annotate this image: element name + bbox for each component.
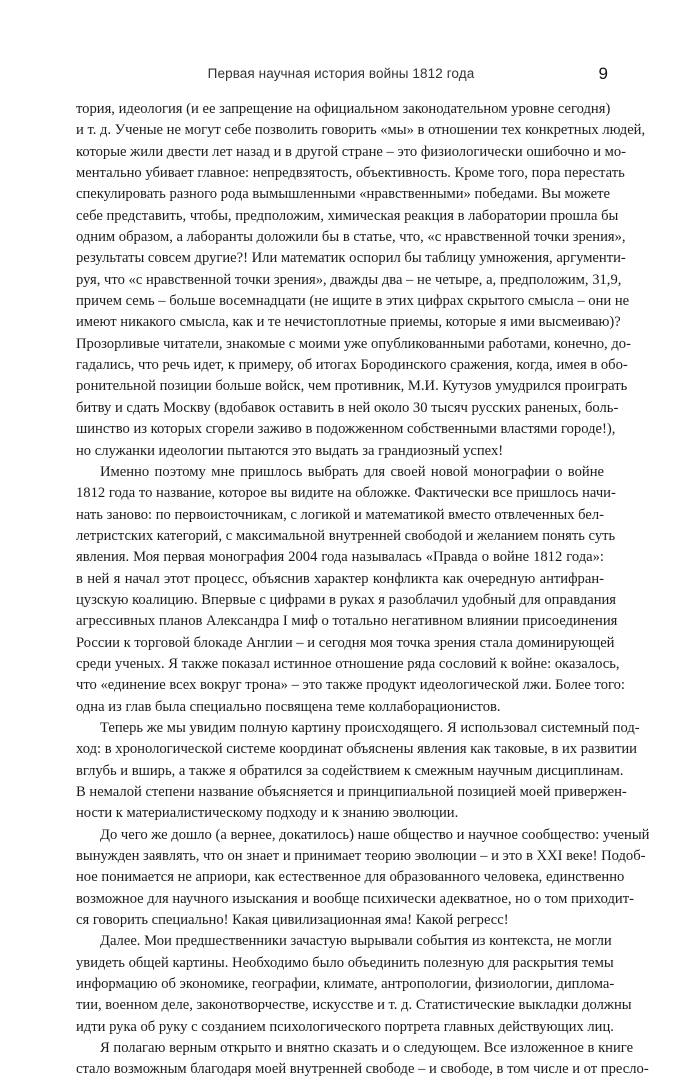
- text-line: спекулировать разного рода вымышленными «нравственными» победами. Вы можете: [76, 186, 610, 203]
- text-line: вынужден заявлять, что он знает и принимает теорию эволюции – и это в XXI веке! Подоб-: [76, 848, 646, 865]
- text-line: ментально убивает главное: непредвзятость, объективность. Кроме того, пора перестать: [76, 165, 625, 182]
- text-line: увидеть общей картины. Необходимо было объединить полезную для раскрытия темы: [76, 954, 614, 971]
- text-line: которые жили двести лет назад и в другой стране – это физиологически ошибочно и мо-: [76, 143, 627, 160]
- page-number: 9: [598, 64, 608, 83]
- text-line: тория, идеология (и ее запрещение на официальном законодательном уровне сегодня): [76, 101, 611, 117]
- text-line: битву и сдать Москву (вдобавок оставить в ней около 30 тысяч русских раненых, боль-: [76, 399, 619, 416]
- text-line: Далее. Мои предшественники зачастую вырывали события из контекста, не могли: [100, 933, 612, 950]
- text-line: явления. Моя первая монография 2004 года называлась «Правда о войне 1812 года»:: [76, 549, 604, 566]
- text-line: причем семь – больше восемнадцати (не ищите в этих цифрах скрытого смысла – они не: [76, 293, 630, 310]
- paragraph: [76, 825, 650, 932]
- text-line: Я полагаю верным открыто и внятно сказать и о следующем. Все изложенное в книге: [100, 1040, 634, 1057]
- text-line: ное понимается не априори, как естественное для образованного человека, единственно: [76, 869, 625, 886]
- text-line: гадались, что речь идет, к примеру, об итогах Бородинского сражения, когда, имея в обо-: [76, 357, 628, 374]
- text-line: ронительной позиции больше войск, чем противник, М.И. Кутузов умудрился проиграть: [76, 378, 628, 395]
- paragraph: [76, 718, 640, 825]
- text-line: России к торговой блокаде Англии – и сегодня моя точка зрения стала доминирующей: [76, 634, 615, 651]
- text-line: вглубь и вширь, а также я обратился за содействием к смежным научным дисциплинам.: [76, 762, 624, 779]
- text-line: ности к материалистическому подходу и к знанию эволюции.: [76, 805, 459, 822]
- text-line: что «единение всех вокруг трона» – это также продукт идеологической лжи. Более того:: [76, 677, 625, 694]
- paragraph: [76, 931, 632, 1038]
- text-line: в ней я начал этот процесс, объяснив характер конфликта как очередную антифран-: [76, 570, 604, 587]
- text-line: До чего же дошло (а вернее, докатилось) наше общество и научное сообщество: ученый: [100, 826, 650, 843]
- text-line: одним образом, а лаборанты доложили бы в статье, что, «с нравственной точки зрения»,: [76, 229, 626, 246]
- text-line: нать заново: по первоисточникам, с логикой и математикой вместо отвлеченных бел-: [76, 506, 605, 523]
- text-line: Теперь же мы увидим полную картину происходящего. Я использовал системный под-: [100, 719, 640, 736]
- text-line: агрессивных планов Александра I миф о тотально негативном влиянии присоединения: [76, 613, 618, 630]
- running-title: Первая научная история войны 1812 года: [207, 66, 475, 81]
- text-line: летристских категорий, с максимальной внутренней свободой и желанием понять суть: [76, 527, 616, 544]
- text-line: имеют никакого смысла, как и те нечистоплотные приемы, которые я ими высмеиваю)?: [76, 314, 621, 331]
- text-line: цузскую коалицию. Впервые с цифрами в руках я разоблачил удобный для оправдания: [76, 591, 617, 608]
- text-line: информацию об экономике, географии, климате, антропологии, физиологии, диплома-: [76, 976, 615, 993]
- page-header: [0, 66, 682, 86]
- text-line: стало возможным благодаря моей внутренней свободе – и свободе, в том числе и от пресло-: [76, 1061, 649, 1078]
- text-line: и т. д. Ученые не могут себе позволить говорить «мы» в отношении тех конкретных людей,: [76, 122, 646, 139]
- text-line: одна из глав была специально посвящена теме коллаборационистов.: [76, 698, 501, 715]
- text-line: но служанки идеологии пытаются это выдать за грандиозный успех!: [76, 442, 504, 459]
- body-text: [76, 99, 650, 1081]
- text-line: шинство из которых сгорели заживо в подожженном собственными властями городе!),: [76, 421, 616, 438]
- text-line: В немалой степени название объясняется и принципиальной позицией моей привержен-: [76, 784, 627, 800]
- text-line: Именно поэтому мне пришлось выбрать для своей новой монографии о войне: [100, 463, 604, 480]
- text-line: тии, военном деле, законотворчестве, искусстве и т. д. Статистические выкладки должны: [76, 997, 632, 1014]
- text-line: идти рука об руку с созданием психологического портрета главных действующих лиц.: [76, 1018, 614, 1035]
- text-line: возможное для научного изыскания и вообще психически адекватное, но о том приходит-: [76, 890, 634, 907]
- text-line: среди ученых. Я также показал истинное отношение ряда сословий к войне: оказалось,: [76, 655, 620, 672]
- paragraph: [76, 1038, 649, 1081]
- paragraph: [76, 99, 646, 462]
- text-line: ход: в хронологической системе координат объяснены явления как таковые, в их развитии: [76, 741, 637, 758]
- text-line: 1812 года то название, которое вы видите на обложке. Фактически все пришлось начи-: [76, 485, 616, 502]
- text-line: Прозорливые читатели, знакомые с моими уже опубликованными работами, конечно, до-: [76, 335, 631, 352]
- paragraph: [76, 462, 625, 718]
- text-line: руя, что «с нравственной точки зрения», дважды два – не четыре, а, предположим, 31,9,: [76, 271, 622, 288]
- text-line: ся говорить специально! Какая цивилизационная яма! Какой регресс!: [76, 912, 509, 929]
- text-line: себе представить, чтобы, предположим, химическая реакция в лаборатории прошла бы: [76, 207, 619, 224]
- text-line: результаты совсем другие?! Или математик оспорил бы таблицу умножения, аргументи-: [76, 250, 626, 267]
